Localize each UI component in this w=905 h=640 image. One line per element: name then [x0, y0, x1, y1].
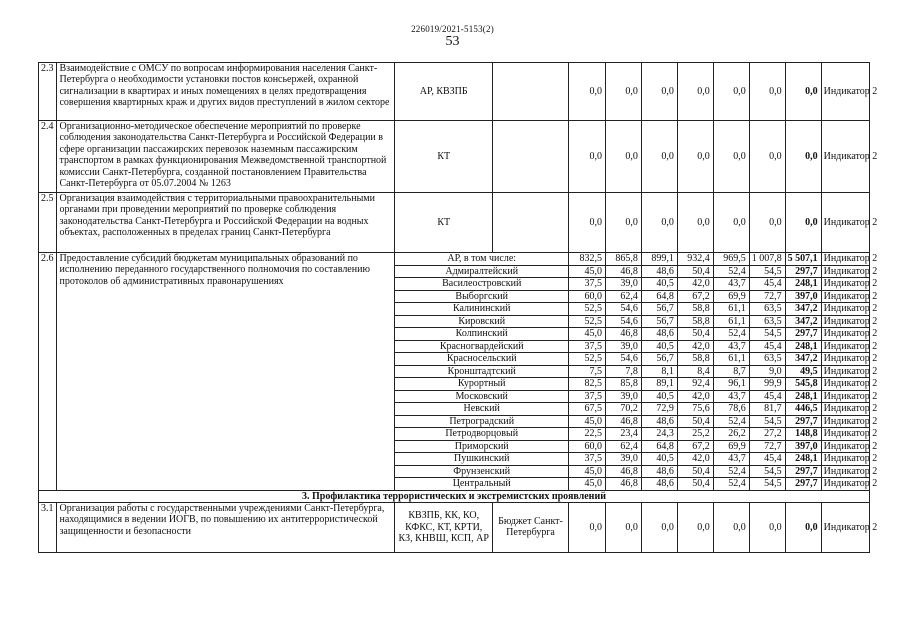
section-title: 3. Профилактика террористических и экстремистских проявлений: [39, 490, 870, 502]
district-name: Московский: [395, 390, 569, 403]
value-cell: 52,5: [569, 315, 606, 328]
value-cell: 42,0: [677, 390, 713, 403]
executor-cell: КТ: [395, 121, 493, 193]
value-cell: 61,1: [713, 315, 749, 328]
executor-cell: КВЗПБ, КК, КО, КФКС, КТ, КРТИ, КЗ, КНВШ, КСП, АР: [395, 502, 493, 552]
total-cell: 297,7: [785, 265, 821, 278]
value-cell: 8,4: [677, 365, 713, 378]
value-cell: 0,0: [713, 63, 749, 121]
total-cell: 347,2: [785, 315, 821, 328]
activity-text: Взаимодействие с ОМСУ по вопросам информирования населения Санкт-Петербурга о необходимости установки постов консьержей, охранной сигнализации в квартирах и иных помещениях в целях предотвращения совершения квартирных краж и других видов преступлений в жилом секторе: [57, 63, 395, 121]
activity-text: Организация работы с государственными учреждениями Санкт-Петербурга, находящимися в ведении ИОГВ, по повышению их антитеррористической защищенности и безопасности: [57, 502, 395, 552]
value-cell: 45,0: [569, 465, 606, 478]
value-cell: 8,7: [713, 365, 749, 378]
total-cell: 297,7: [785, 415, 821, 428]
table-row: [39, 121, 870, 193]
value-cell: 61,1: [713, 353, 749, 366]
table-row: [39, 193, 870, 253]
total-cell: 545,8: [785, 378, 821, 391]
district-name: Петродворцовый: [395, 428, 569, 441]
value-cell: 48,6: [641, 465, 677, 478]
indicator-cell: Индикатор 2: [821, 428, 869, 441]
value-cell: 54,6: [605, 303, 641, 316]
total-cell: 49,5: [785, 365, 821, 378]
value-cell: 39,0: [605, 453, 641, 466]
district-name: Курортный: [395, 378, 569, 391]
total-cell: 297,7: [785, 478, 821, 491]
value-cell: 0,0: [713, 502, 749, 552]
total-cell: 248,1: [785, 390, 821, 403]
value-cell: 48,6: [641, 328, 677, 341]
total-cell: 0,0: [785, 121, 821, 193]
value-cell: 0,0: [569, 502, 606, 552]
value-cell: 969,5: [713, 253, 749, 266]
district-name: Василеостровский: [395, 278, 569, 291]
value-cell: 0,0: [677, 121, 713, 193]
value-cell: 0,0: [641, 502, 677, 552]
value-cell: 43,7: [713, 390, 749, 403]
value-cell: 50,4: [677, 415, 713, 428]
district-name: Красногвардейский: [395, 340, 569, 353]
district-name: Центральный: [395, 478, 569, 491]
total-cell: 397,0: [785, 290, 821, 303]
value-cell: 7,5: [569, 365, 606, 378]
district-row: [39, 253, 870, 266]
table-row: [39, 63, 870, 121]
page-number: 53: [445, 34, 460, 49]
district-name: Адмиралтейский: [395, 265, 569, 278]
value-cell: 37,5: [569, 340, 606, 353]
indicator-cell: Индикатор 2: [821, 278, 869, 291]
value-cell: 46,8: [605, 328, 641, 341]
district-name: Калининский: [395, 303, 569, 316]
value-cell: 64,8: [641, 440, 677, 453]
executor-cell: АР, КВЗПБ: [395, 63, 493, 121]
indicator-cell: Индикатор 2: [821, 121, 869, 193]
value-cell: 99,9: [749, 378, 785, 391]
value-cell: 50,4: [677, 328, 713, 341]
value-cell: 45,0: [569, 415, 606, 428]
indicator-cell: Индикатор 2: [821, 478, 869, 491]
activity-text: Организация взаимодействия с территориальными правоохранительными органами при проведении мероприятий по проверке соблюдения законодательства Санкт-Петербурга и Российской Федерации на водных объектах, расположенных в пределах границ Санкт-Петербурга: [57, 193, 395, 253]
value-cell: 89,1: [641, 378, 677, 391]
indicator-cell: Индикатор 2: [821, 403, 869, 416]
value-cell: 0,0: [713, 121, 749, 193]
value-cell: 92,4: [677, 378, 713, 391]
value-cell: 45,0: [569, 265, 606, 278]
value-cell: 48,6: [641, 415, 677, 428]
value-cell: 45,0: [569, 478, 606, 491]
value-cell: 25,2: [677, 428, 713, 441]
value-cell: 865,8: [605, 253, 641, 266]
value-cell: 0,0: [749, 63, 785, 121]
program-table: [38, 62, 878, 553]
value-cell: 40,5: [641, 390, 677, 403]
value-cell: 46,8: [605, 478, 641, 491]
value-cell: 45,4: [749, 278, 785, 291]
value-cell: 0,0: [569, 63, 606, 121]
value-cell: 54,6: [605, 353, 641, 366]
indicator-cell: Индикатор 2: [821, 253, 869, 266]
value-cell: 63,5: [749, 303, 785, 316]
value-cell: 96,1: [713, 378, 749, 391]
value-cell: 50,4: [677, 465, 713, 478]
value-cell: 0,0: [569, 193, 606, 253]
indicator-cell: Индикатор 2: [821, 265, 869, 278]
district-name: Красносельский: [395, 353, 569, 366]
indicator-cell: Индикатор 2: [821, 303, 869, 316]
value-cell: 56,7: [641, 353, 677, 366]
value-cell: 67,2: [677, 290, 713, 303]
district-name: Приморский: [395, 440, 569, 453]
value-cell: 67,5: [569, 403, 606, 416]
indicator-cell: Индикатор 2: [821, 193, 869, 253]
value-cell: 37,5: [569, 390, 606, 403]
row-number: 2.3: [39, 63, 57, 121]
value-cell: 52,4: [713, 478, 749, 491]
value-cell: 26,2: [713, 428, 749, 441]
table-row: [39, 502, 870, 552]
value-cell: 60,0: [569, 290, 606, 303]
value-cell: 39,0: [605, 340, 641, 353]
indicator-cell: Индикатор 2: [821, 290, 869, 303]
value-cell: 42,0: [677, 340, 713, 353]
activity-text: Организационно-методическое обеспечение мероприятий по проверке соблюдения законодательства Санкт-Петербурга и Российской Федерации в сфере организации пассажирских перевозок наземным пассажирским транспортом в рамках функционирования Межведомственной транспортной комиссии Санкт-Петербурга, созданной постановлением Правительства Санкт-Петербурга от 05.07.2004 № 1263: [57, 121, 395, 193]
total-cell: 297,7: [785, 328, 821, 341]
value-cell: 50,4: [677, 265, 713, 278]
value-cell: 72,9: [641, 403, 677, 416]
value-cell: 85,8: [605, 378, 641, 391]
value-cell: 50,4: [677, 478, 713, 491]
value-cell: 0,0: [677, 502, 713, 552]
source-cell: [493, 63, 569, 121]
row-number: 3.1: [39, 502, 57, 552]
indicator-cell: Индикатор 2: [821, 353, 869, 366]
value-cell: 75,6: [677, 403, 713, 416]
district-name: Кировский: [395, 315, 569, 328]
total-cell: 148,8: [785, 428, 821, 441]
value-cell: 54,5: [749, 465, 785, 478]
indicator-cell: Индикатор 2: [821, 328, 869, 341]
total-cell: 248,1: [785, 453, 821, 466]
indicator-cell: Индикатор 2: [821, 63, 869, 121]
value-cell: 72,7: [749, 440, 785, 453]
value-cell: 43,7: [713, 278, 749, 291]
value-cell: 0,0: [641, 121, 677, 193]
value-cell: 40,5: [641, 340, 677, 353]
value-cell: 45,4: [749, 453, 785, 466]
row-number: 2.5: [39, 193, 57, 253]
section-header-row: [39, 490, 870, 502]
total-cell: 397,0: [785, 440, 821, 453]
value-cell: 1 007,8: [749, 253, 785, 266]
value-cell: 0,0: [677, 63, 713, 121]
value-cell: 899,1: [641, 253, 677, 266]
value-cell: 832,5: [569, 253, 606, 266]
value-cell: 46,8: [605, 465, 641, 478]
value-cell: 40,5: [641, 278, 677, 291]
total-cell: 248,1: [785, 278, 821, 291]
value-cell: 8,1: [641, 365, 677, 378]
indicator-cell: Индикатор 2: [821, 465, 869, 478]
value-cell: 932,4: [677, 253, 713, 266]
value-cell: 0,0: [713, 193, 749, 253]
value-cell: 63,5: [749, 353, 785, 366]
source-cell: [493, 121, 569, 193]
indicator-cell: Индикатор 2: [821, 502, 869, 552]
value-cell: 52,4: [713, 415, 749, 428]
row-number: 2.4: [39, 121, 57, 193]
total-cell: 347,2: [785, 353, 821, 366]
value-cell: 78,6: [713, 403, 749, 416]
value-cell: 43,7: [713, 453, 749, 466]
value-cell: 0,0: [569, 121, 606, 193]
indicator-cell: Индикатор 2: [821, 440, 869, 453]
total-cell: 347,2: [785, 303, 821, 316]
row-number: 2.6: [39, 253, 57, 491]
total-cell: 0,0: [785, 63, 821, 121]
value-cell: 52,4: [713, 465, 749, 478]
value-cell: 52,5: [569, 353, 606, 366]
value-cell: 72,7: [749, 290, 785, 303]
district-name: АР, в том числе:: [395, 253, 569, 266]
total-cell: 5 507,1: [785, 253, 821, 266]
value-cell: 64,8: [641, 290, 677, 303]
value-cell: 39,0: [605, 278, 641, 291]
district-name: Петроградский: [395, 415, 569, 428]
value-cell: 54,6: [605, 315, 641, 328]
value-cell: 54,5: [749, 415, 785, 428]
value-cell: 45,4: [749, 340, 785, 353]
document-code: 226019/2021-5153(2): [411, 24, 494, 34]
value-cell: 7,8: [605, 365, 641, 378]
total-cell: 446,5: [785, 403, 821, 416]
indicator-cell: Индикатор 2: [821, 378, 869, 391]
value-cell: 0,0: [641, 193, 677, 253]
value-cell: 82,5: [569, 378, 606, 391]
value-cell: 37,5: [569, 453, 606, 466]
value-cell: 37,5: [569, 278, 606, 291]
value-cell: 67,2: [677, 440, 713, 453]
value-cell: 70,2: [605, 403, 641, 416]
value-cell: 54,5: [749, 328, 785, 341]
value-cell: 52,4: [713, 265, 749, 278]
value-cell: 0,0: [605, 193, 641, 253]
district-name: Невский: [395, 403, 569, 416]
indicator-cell: Индикатор 2: [821, 315, 869, 328]
value-cell: 56,7: [641, 315, 677, 328]
value-cell: 0,0: [749, 502, 785, 552]
value-cell: 0,0: [605, 63, 641, 121]
value-cell: 62,4: [605, 440, 641, 453]
total-cell: 248,1: [785, 340, 821, 353]
value-cell: 9,0: [749, 365, 785, 378]
value-cell: 63,5: [749, 315, 785, 328]
value-cell: 48,6: [641, 478, 677, 491]
district-name: Кронштадтский: [395, 365, 569, 378]
value-cell: 56,7: [641, 303, 677, 316]
value-cell: 45,4: [749, 390, 785, 403]
value-cell: 0,0: [605, 121, 641, 193]
source-cell: Бюджет Санкт-Петербурга: [493, 502, 569, 552]
value-cell: 69,9: [713, 440, 749, 453]
indicator-cell: Индикатор 2: [821, 390, 869, 403]
value-cell: 42,0: [677, 278, 713, 291]
value-cell: 54,5: [749, 265, 785, 278]
value-cell: 60,0: [569, 440, 606, 453]
indicator-cell: Индикатор 2: [821, 365, 869, 378]
value-cell: 23,4: [605, 428, 641, 441]
value-cell: 58,8: [677, 315, 713, 328]
value-cell: 81,7: [749, 403, 785, 416]
value-cell: 46,8: [605, 265, 641, 278]
table-body: [39, 63, 878, 553]
value-cell: 46,8: [605, 415, 641, 428]
value-cell: 42,0: [677, 453, 713, 466]
value-cell: 58,8: [677, 303, 713, 316]
district-name: Пушкинский: [395, 453, 569, 466]
activity-text: Предоставление субсидий бюджетам муниципальных образований по исполнению переданного государственного полномочия по составлению протоколов об административных правонарушениях: [57, 253, 395, 491]
value-cell: 22,5: [569, 428, 606, 441]
value-cell: 61,1: [713, 303, 749, 316]
district-name: Фрунзенский: [395, 465, 569, 478]
value-cell: 43,7: [713, 340, 749, 353]
indicator-cell: Индикатор 2: [821, 415, 869, 428]
value-cell: 58,8: [677, 353, 713, 366]
value-cell: 27,2: [749, 428, 785, 441]
value-cell: 54,5: [749, 478, 785, 491]
indicator-cell: Индикатор 2: [821, 340, 869, 353]
total-cell: 297,7: [785, 465, 821, 478]
executor-cell: КТ: [395, 193, 493, 253]
source-cell: [493, 193, 569, 253]
value-cell: 69,9: [713, 290, 749, 303]
value-cell: 52,5: [569, 303, 606, 316]
value-cell: 0,0: [677, 193, 713, 253]
value-cell: 0,0: [749, 121, 785, 193]
total-cell: 0,0: [785, 502, 821, 552]
total-cell: 0,0: [785, 193, 821, 253]
value-cell: 48,6: [641, 265, 677, 278]
value-cell: 40,5: [641, 453, 677, 466]
indicator-cell: Индикатор 2: [821, 453, 869, 466]
value-cell: 0,0: [641, 63, 677, 121]
value-cell: 62,4: [605, 290, 641, 303]
district-name: Выборгский: [395, 290, 569, 303]
value-cell: 39,0: [605, 390, 641, 403]
value-cell: 0,0: [749, 193, 785, 253]
value-cell: 52,4: [713, 328, 749, 341]
value-cell: 45,0: [569, 328, 606, 341]
value-cell: 24,3: [641, 428, 677, 441]
value-cell: 0,0: [605, 502, 641, 552]
district-name: Колпинский: [395, 328, 569, 341]
